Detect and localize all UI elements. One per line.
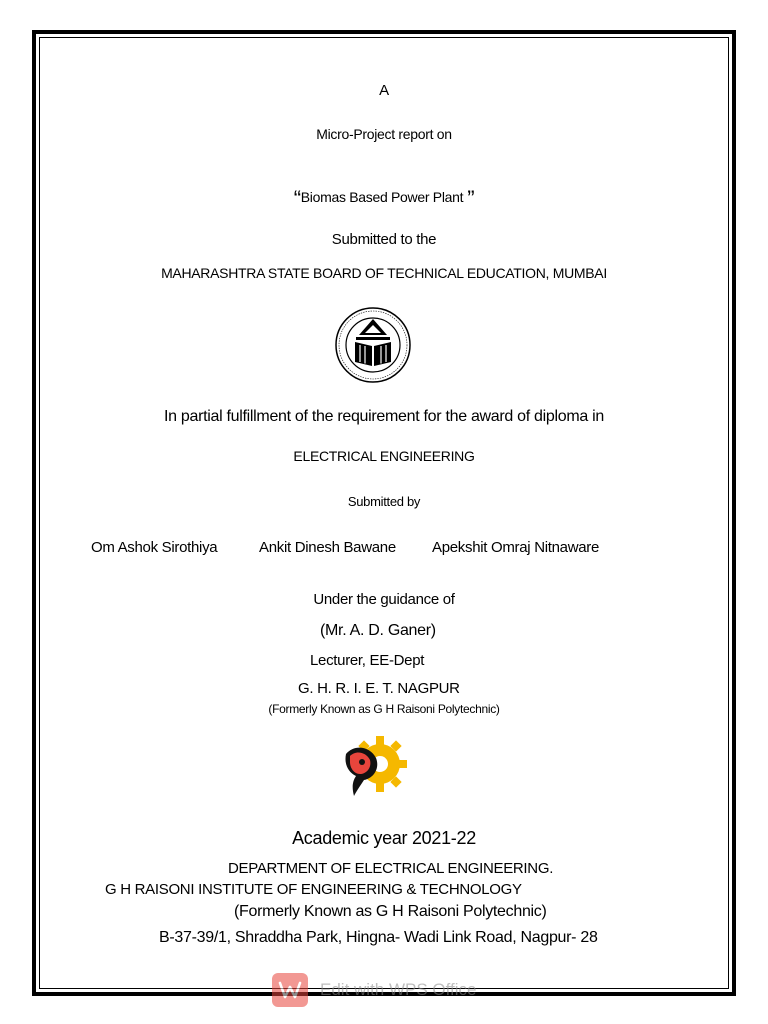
report-on-line: Micro-Project report on [316, 126, 452, 142]
submitted-to-line: Submitted to the [331, 231, 437, 248]
board-name: MAHARASHTRA STATE BOARD OF TECHNICAL EDUCATION, MUMBAI [161, 265, 607, 281]
submitted-by-line: Submitted by [347, 494, 421, 509]
formerly-known-small: (Formerly Known as G H Raisoni Polytechnic) [268, 702, 500, 716]
wps-logo-icon [272, 973, 308, 1007]
title-text: Biomas Based Power Plant [300, 189, 464, 205]
institute-full-name: G H RAISONI INSTITUTE OF ENGINEERING & TECHNOLOGY [105, 881, 522, 898]
institute-address: B-37-39/1, Shraddha Park, Hingna- Wadi Link Road, Nagpur- 28 [159, 929, 598, 946]
project-title [0, 186, 768, 212]
title-open-quote: “ [293, 186, 301, 211]
title-close-quote: ” [467, 186, 475, 211]
msbte-seal-icon [334, 306, 412, 384]
guide-role: Lecturer, EE-Dept [310, 652, 425, 669]
student-name-1: Om Ashok Sirothiya [91, 539, 218, 556]
fulfillment-line: In partial fulfillment of the requirement for the award of diploma in [164, 408, 604, 425]
article-line: A [379, 82, 389, 99]
academic-year: Academic year 2021-22 [292, 828, 476, 848]
wps-watermark[interactable] [272, 972, 477, 1008]
formerly-known-large: (Formerly Known as G H Raisoni Polytechnic) [234, 903, 547, 920]
guide-name: (Mr. A. D. Ganer) [320, 622, 436, 639]
guidance-label: Under the guidance of [313, 591, 455, 608]
raisoni-gear-logo-icon [340, 732, 408, 800]
student-name-3: Apekshit Omraj Nitnaware [432, 539, 600, 556]
student-name-2: Ankit Dinesh Bawane [259, 539, 396, 556]
wps-watermark-text: Edit with WPS Office [320, 980, 477, 999]
branch-name: ELECTRICAL ENGINEERING [293, 448, 475, 464]
department-name: DEPARTMENT OF ELECTRICAL ENGINEERING. [228, 860, 554, 877]
institute-short: G. H. R. I. E. T. NAGPUR [298, 680, 460, 697]
